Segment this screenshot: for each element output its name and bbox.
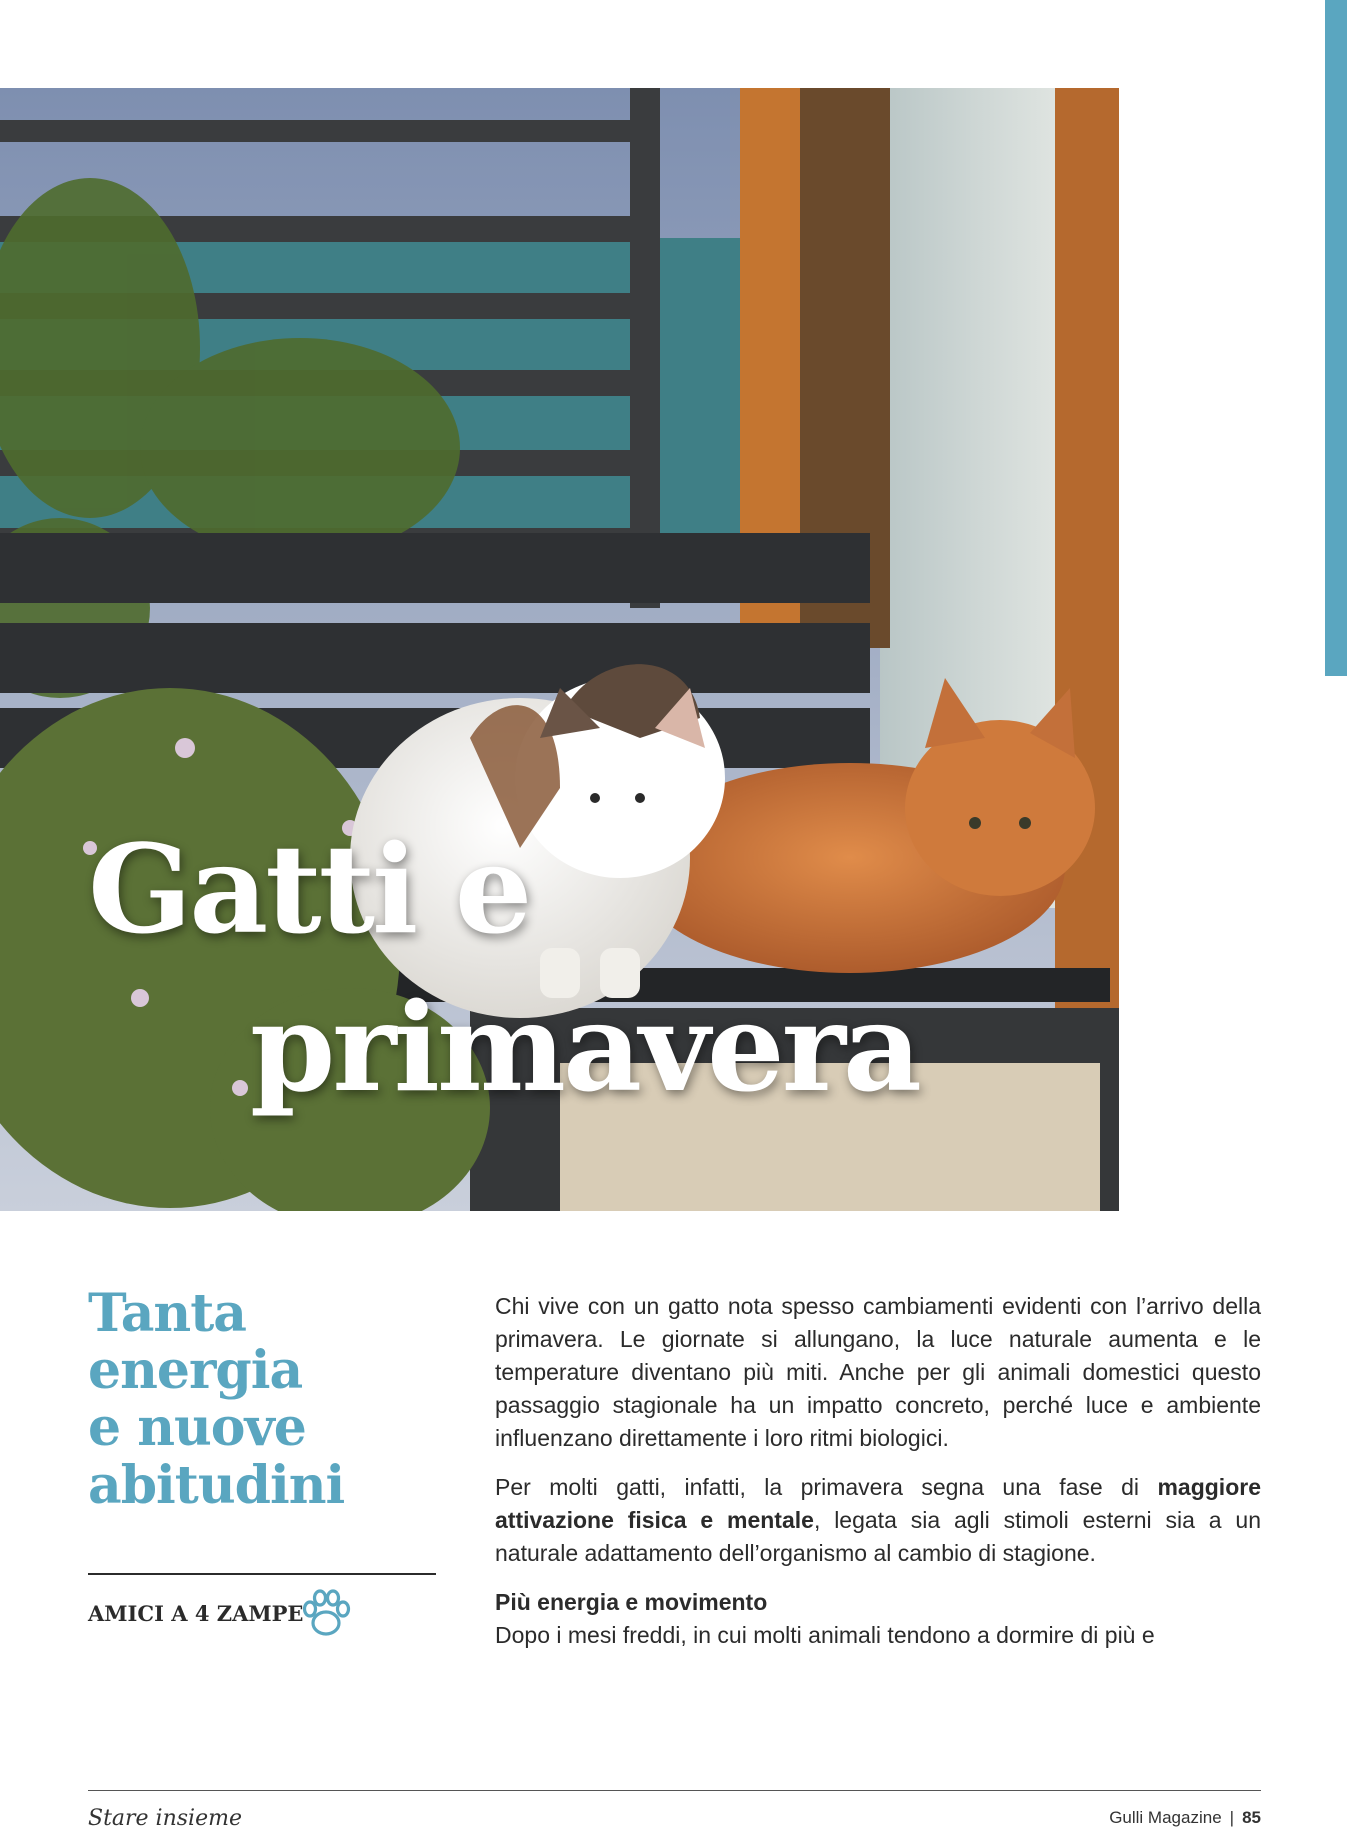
body-text-emphasis: maggiore attivazione fisica e mentale: [495, 1474, 1261, 1533]
headline-line: abitudini: [88, 1454, 345, 1516]
body-paragraph-2: [495, 1471, 1261, 1570]
headline-divider: [88, 1573, 436, 1575]
headline-line: e nuove: [88, 1397, 306, 1459]
article-headline: [88, 1285, 448, 1514]
body-paragraph-3: Dopo i mesi freddi, in cui molti animali tendono a dormire di più e: [495, 1622, 1155, 1648]
paw-print-icon: [297, 1585, 355, 1643]
body-text: , legata sia agli stimoli esterni sia a un naturale adattamento dell’organismo al cambio di stagione.: [495, 1507, 1261, 1566]
footer-divider: [88, 1790, 1261, 1791]
hero-photo-illustration: [0, 88, 1119, 1211]
footer-section-name: Stare insieme: [88, 1806, 242, 1831]
folio-separator: |: [1229, 1808, 1235, 1827]
body-text: Per molti gatti, infatti, la primavera segna una fase di: [495, 1474, 1158, 1500]
section-label: AMICI A 4 ZAMPE: [88, 1601, 304, 1626]
article-body: [495, 1290, 1261, 1652]
headline-line: energia: [88, 1340, 303, 1402]
page-number: 85: [1242, 1808, 1261, 1827]
headline-line: Tanta: [88, 1283, 246, 1344]
magazine-name: Gulli Magazine: [1109, 1808, 1222, 1827]
body-subheading: Più energia e movimento: [495, 1589, 768, 1615]
footer-folio: [1109, 1808, 1261, 1828]
side-accent-tab: [1325, 0, 1347, 676]
hero-title-line-2: primavera: [250, 975, 919, 1119]
hero-title-line-1: Gatti e: [88, 817, 530, 961]
body-paragraph-1: Chi vive con un gatto nota spesso cambiamenti evidenti con l’arrivo della primavera. Le giornate si allungano, la luce naturale aumenta e le temperature diventano più miti. Anche per gli animali domestici questo passaggio stagionale ha un impatto concreto, perché luce e ambiente influenzano direttamente i loro ritmi biologici.: [495, 1293, 1261, 1451]
hero-photo: [0, 88, 1119, 1211]
